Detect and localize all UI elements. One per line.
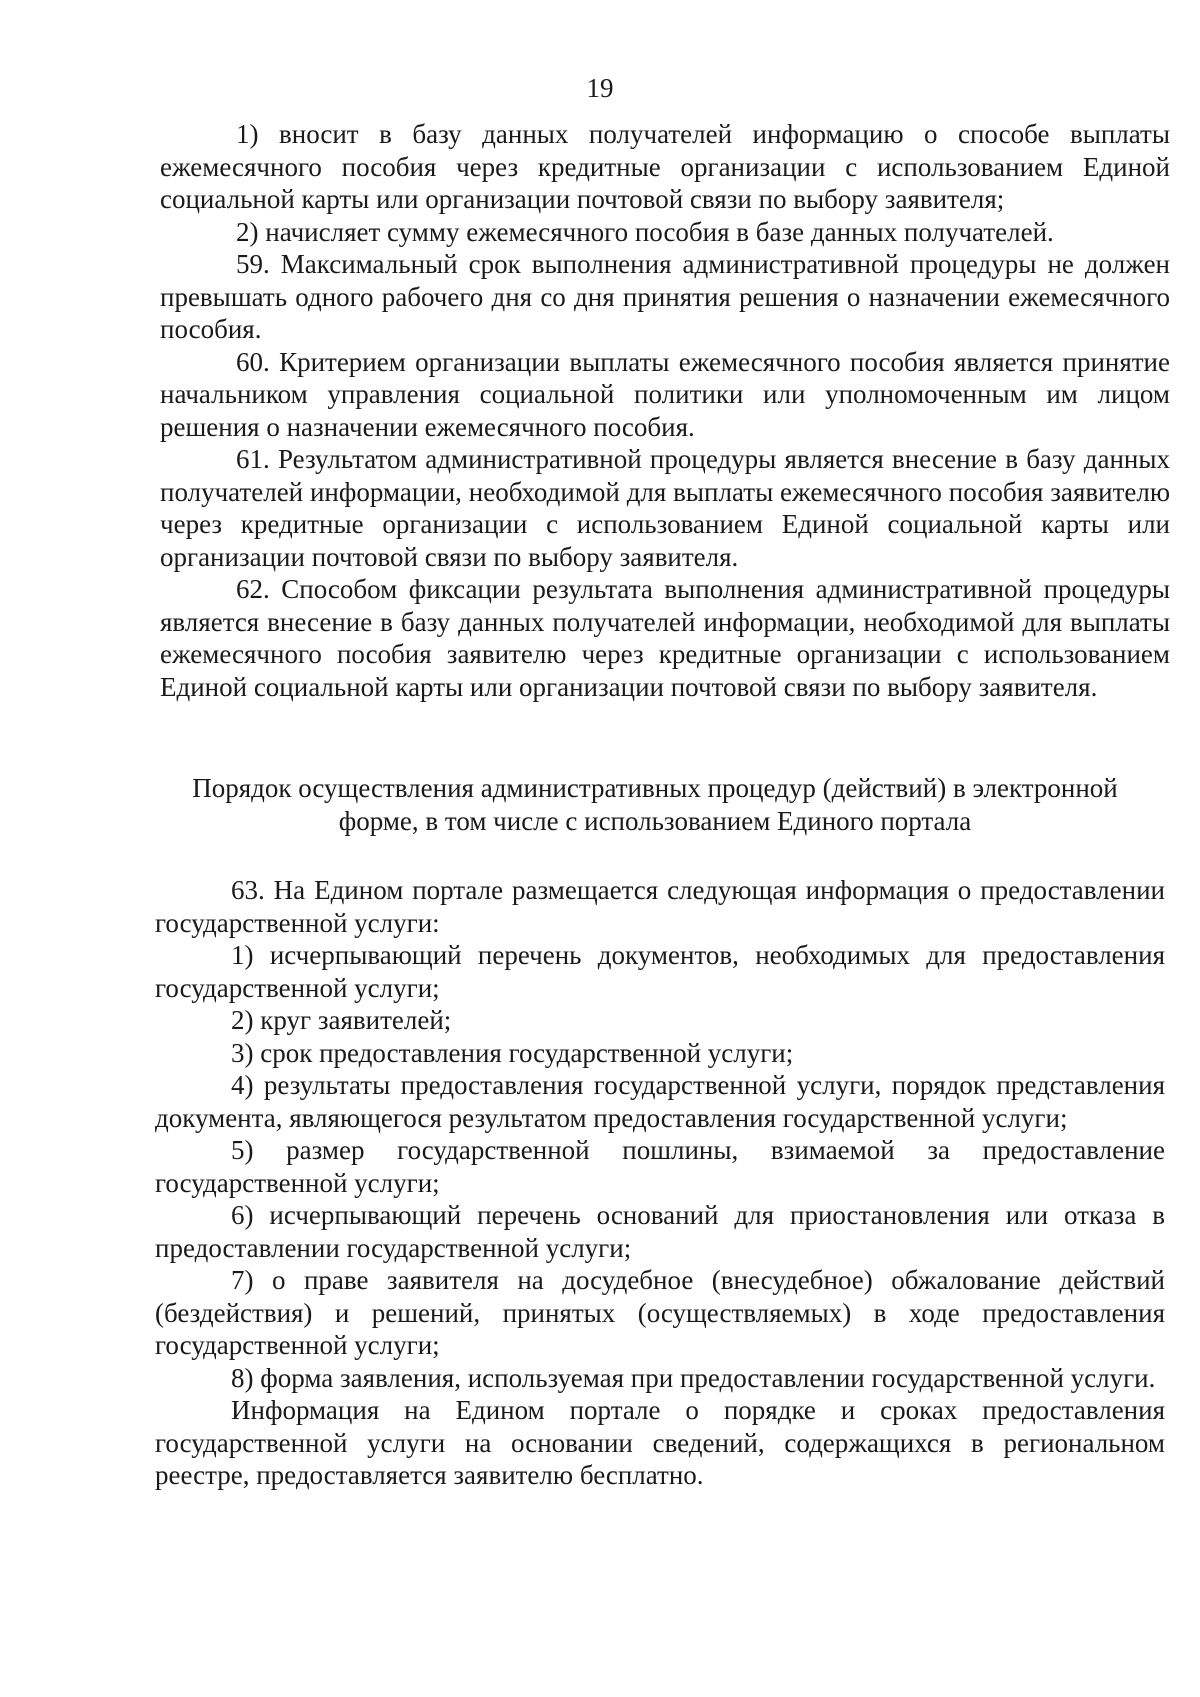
list-item-5: 5) размер государственной пошлины, взимаемой за предоставление государственной услуги; — [155, 1135, 1165, 1198]
list-item-4: 4) результаты предоставления государственной услуги, порядок представления документа, являющегося результатом предоставления государственной услуги; — [155, 1070, 1165, 1133]
list-item-1: 1) исчерпывающий перечень документов, необходимых для предоставления государственной услуги; — [155, 940, 1165, 1003]
list-item-3: 3) срок предоставления государственной услуги; — [231, 1037, 794, 1068]
page-number: 19 — [586, 73, 614, 103]
list-item-7: 7) о праве заявителя на досудебное (внесудебное) обжалование действий (бездействия) и решений, принятых (осуществляемых) в ходе предоставления государственной услуги; — [155, 1265, 1165, 1360]
list-item-2: 2) круг заявителей; — [231, 1005, 452, 1035]
paragraph-item-1: 1) вносит в базу данных получателей информацию о способе выплаты ежемесячного пособия через кредитные организации с использованием Единой социальной карты или организации почтовой связи по выбору заявителя; — [160, 119, 1170, 214]
list-item-8: 8) форма заявления, используемая при предоставлении государственной услуги. — [231, 1362, 1156, 1393]
list-item-6: 6) исчерпывающий перечень оснований для приостановления или отказа в предоставлении государственной услуги; — [155, 1200, 1165, 1263]
section-electronic-form — [155, 874, 1165, 1492]
section-heading: Порядок осуществления административных процедур (действий) в электронной форме, в том числе с использованием Единого портала — [192, 773, 1118, 836]
section-heading-block — [160, 772, 1170, 838]
paragraph-item-2: 2) начисляет сумму ежемесячного пособия в базе данных получателей. — [236, 216, 1054, 247]
paragraph-61: 61. Результатом административной процедуры является внесение в базу данных получателей информации, необходимой для выплаты ежемесячного пособия заявителю через кредитные организации с использованием Единой социальной карты или организации почтовой связи по выбору заявителя. — [160, 444, 1170, 572]
section-administrative-procedure — [160, 118, 1170, 703]
paragraph-info-free: Информация на Едином портале о порядке и сроках предоставления государственной услуги на основании сведений, содержащихся в региональном реестре, предоставляется заявителю бесплатно. — [155, 1395, 1165, 1490]
paragraph-59: 59. Максимальный срок выполнения административной процедуры не должен превышать одного рабочего дня со дня принятия решения о назначении ежемесячного пособия. — [160, 249, 1170, 344]
paragraph-60: 60. Критерием организации выплаты ежемесячного пособия является принятие начальником управления социальной политики или уполномоченным им лицом решения о назначении ежемесячного пособия. — [160, 346, 1170, 442]
paragraph-62: 62. Способом фиксации результата выполнения административной процедуры является внесение в базу данных получателей информации, необходимой для выплаты ежемесячного пособия заявителю через кредитные организации с использованием Единой социальной карты или организации почтовой связи по выбору заявителя. — [160, 574, 1170, 702]
paragraph-63: 63. На Едином портале размещается следующая информация о предоставлении государственной услуги: — [155, 875, 1165, 938]
